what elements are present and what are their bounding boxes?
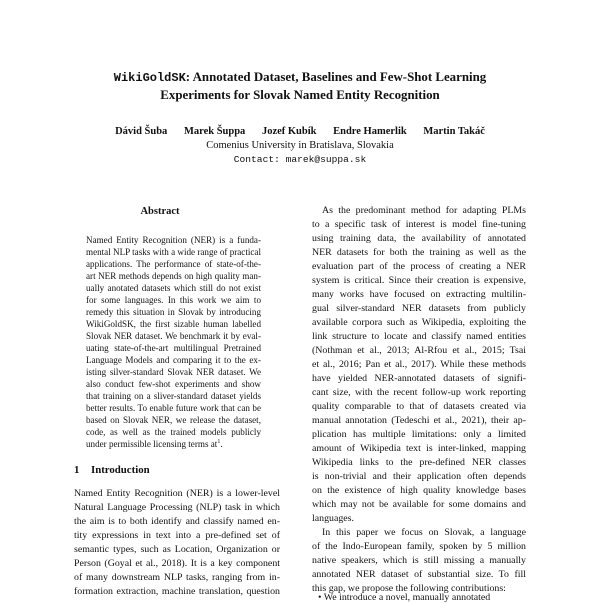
section-heading-introduction xyxy=(74,464,150,476)
abstract-line: ually anotated datasets which still do not exist xyxy=(86,283,261,293)
abstract-line: better results. To enable future work that can be xyxy=(86,403,261,413)
abstract-heading: Abstract xyxy=(140,206,180,217)
body-line: gual silver-standard NER datasets from publicly xyxy=(312,303,526,314)
abstract-line: based on Slovak NER, we release the dataset, xyxy=(86,415,261,425)
author-name: Jozef Kubík xyxy=(261,126,317,137)
body-line: (Nothman et al., 2013; Al-Rfou et al., 2015; Tsai xyxy=(312,345,526,356)
body-line: plication has multiple limitations: only a limited xyxy=(312,429,526,440)
intro-line: the aim is to both identify and classify named en- xyxy=(74,516,280,527)
intro-line: Natural Language Processing (NLP) task in which xyxy=(74,502,280,513)
intro-line: semantic types, such as Location, Organization or xyxy=(74,544,280,555)
body-line: manual annotation (Tedeschi et al., 2021), their ap- xyxy=(312,415,526,426)
body-line: of the Indo-European family, spoken by 5 million xyxy=(312,541,526,552)
intro-line: Named Entity Recognition (NER) is a lower-level xyxy=(74,488,280,499)
author-name: Endre Hamerlik xyxy=(333,126,407,137)
body-line: to a specific task of interest is model fine-tuning xyxy=(312,219,526,230)
body-line: have yielded NER-annotated datasets of signifi- xyxy=(312,373,526,384)
affiliation: Comenius University in Bratislava, Slovakia xyxy=(206,140,394,151)
abstract-line: also conduct few-shot experiments and show xyxy=(86,379,261,389)
title-dataset-name: WikiGoldSK xyxy=(113,71,186,85)
section-title: Introduction xyxy=(91,464,150,476)
abstract-line: under permissible licensing terms at xyxy=(86,439,218,449)
author-name: Marek Šuppa xyxy=(183,126,246,137)
abstract-line: for some languages. In this work we aim to xyxy=(86,295,261,305)
body-line: which may not be available for some domains and xyxy=(312,499,526,510)
author-name: Dávid Šuba xyxy=(115,126,168,137)
body-line: languages. xyxy=(312,513,354,524)
title-line-2: Experiments for Slovak Named Entity Recognition xyxy=(160,88,440,102)
title-line-1-rest: : Annotated Dataset, Baselines and Few-Shot Learning xyxy=(185,70,487,84)
body-line: link structure to locate and classify named entities xyxy=(312,331,526,342)
abstract-line: Language Models and comparing it to the ex- xyxy=(86,355,261,365)
body-line: using training data, the availability of annotated xyxy=(312,233,526,244)
body-line: As the predominant method for adapting PLMs xyxy=(322,205,526,216)
author-name: Martin Takáč xyxy=(423,126,485,137)
body-line: quality comparable to that of datasets created via xyxy=(312,401,526,412)
body-line: is non-trivial and their application often depends xyxy=(312,471,526,482)
abstract-line: applications. The performance of state-of-the- xyxy=(86,259,261,269)
body-line: available corpora such as Wikipedia, exploiting the xyxy=(312,317,526,328)
intro-line: Person (Goyal et al., 2018). It is a key component xyxy=(74,558,280,569)
body-line: NER datasets for both the training as well as the xyxy=(312,247,526,258)
abstract-line: WikiGoldSK, the first sizable human labelled xyxy=(86,319,261,329)
body-line: amount of Wikipedia text is inter-linked, mapping xyxy=(312,443,526,454)
body-line: In this paper we focus on Slovak, a language xyxy=(322,527,526,538)
intro-line: of many downstream NLP tasks, ranging from in- xyxy=(74,572,280,583)
abstract-line: isting silver-standard Slovak NER dataset. We xyxy=(86,367,261,377)
intro-line: tity expressions in text into a pre-defined set of xyxy=(74,530,280,541)
body-line: system is critical. Since their creation is expensive, xyxy=(312,275,526,286)
body-line: annotated NER dataset of substantial size. To fill xyxy=(312,569,526,580)
title-line-1 xyxy=(40,69,560,87)
abstract-line: that training on a sliver-standard dataset yields xyxy=(86,391,261,401)
footnote-marker[interactable]: 1 xyxy=(217,439,221,445)
paper-title xyxy=(40,69,560,104)
section-number: 1 xyxy=(74,464,80,476)
body-line: Wikipedia links to the pre-defined NER classes xyxy=(312,457,526,468)
abstract-line: code, as well as the trained models publicly xyxy=(86,427,261,437)
abstract-line-end: . xyxy=(220,439,223,449)
body-line: on the existence of high quality knowledge bases xyxy=(312,485,526,496)
author-list xyxy=(40,125,560,139)
abstract-line: art NER methods depends on high quality man- xyxy=(86,271,261,281)
body-line: many works have focused on extracting multilin- xyxy=(312,289,526,300)
abstract-line: mental NLP tasks with a wide range of practical xyxy=(86,247,261,257)
abstract-line: uating state-of-the-art multilingual Pretrained xyxy=(86,343,261,353)
body-line: native speakers, which is still missing a manually xyxy=(312,555,526,566)
abstract-line: remedy this situation in Slovak by introducing xyxy=(86,307,261,317)
abstract-last-line xyxy=(86,438,261,450)
abstract-line: Named Entity Recognition (NER) is a funda- xyxy=(86,235,261,245)
intro-line: formation extraction, machine translation, question xyxy=(74,586,280,597)
body-line: evaluation part of the process of creating a NER xyxy=(312,261,526,272)
body-line: this gap, we propose the following contributions: xyxy=(312,583,506,594)
abstract-line: Slovak NER dataset. We benchmark it by eval- xyxy=(86,331,261,341)
body-line: cant size, with the recent follow-up work reporting xyxy=(312,387,526,398)
contact-email: Contact: marek@suppa.sk xyxy=(233,154,367,165)
contribution-bullet-item: • We introduce a novel, manually annotated xyxy=(318,592,491,603)
body-line: et al., 2016; Pan et al., 2017). While these methods xyxy=(312,359,526,370)
